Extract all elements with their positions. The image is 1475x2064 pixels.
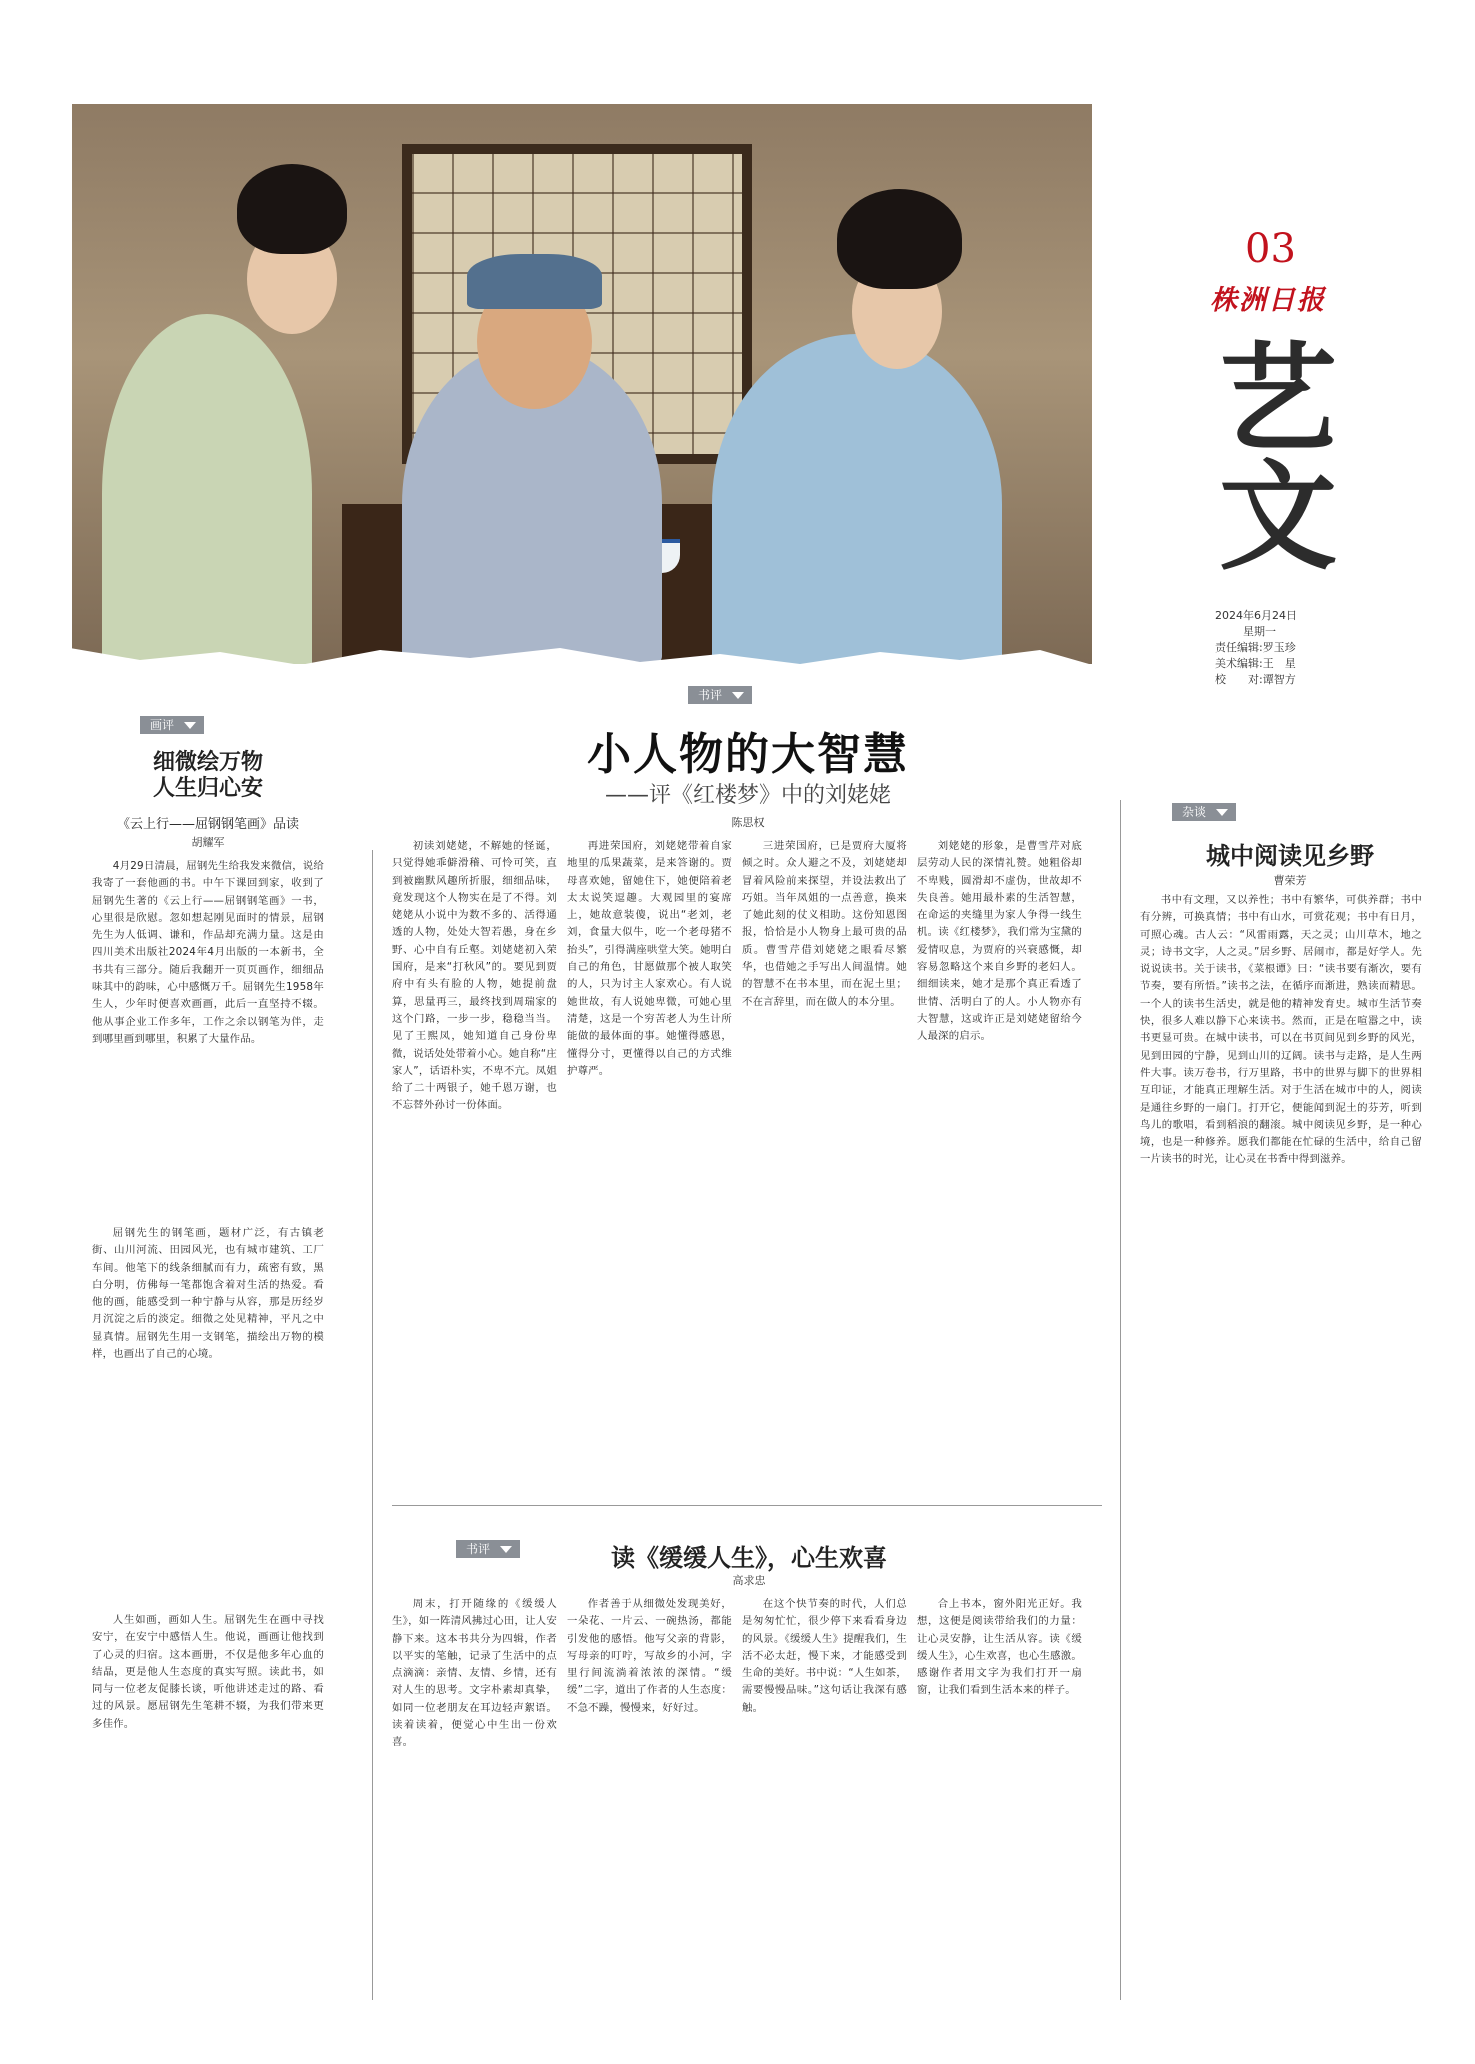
- left-column-1: 4月29日清晨，屈钢先生给我发来微信，说给我寄了一套他画的书。中午下课回到家，收到了屈钢先生著的《云上行——屈钢钢笔画》一书，心里很是欣慰。忽如想起刚见面时的情景，屈钢先生为人低调、谦和，作品却充满力量。这是由四川美术出版社2024年4月出版的一本新书，全书共有三部分。随后我翻开一页页画作，细细品味其中的韵味，心中感慨万千。屈钢先生1958年生人，少年时便喜欢画画，此后一直坚持不辍。他从事企业工作多年，工作之余以钢笔为伴，走到哪里画到哪里，积累了大量作品。: [92, 860, 324, 1045]
- torn-paper-edge: [0, 630, 1110, 690]
- right-headline: 城中阅读见乡野: [1206, 842, 1374, 870]
- bottom-column-4: 合上书本，窗外阳光正好。我想，这便是阅读带给我们的力量：让心灵安静，让生活从容。读《缓缓人生》，心生欢喜，也心生感激。感谢作者用文字为我们打开一扇窗，让我们看到生活本来的样子。: [917, 1598, 1082, 1697]
- lead-column-4: 刘姥姥的形象，是曹雪芹对底层劳动人民的深情礼赞。她粗俗却不卑贱，圆滑却不虚伪，世故却不失良善。她用最朴素的生活智慧，在命运的夹缝里为家人争得一线生机。读《红楼梦》，我们常为宝黛的爱情叹息，为贾府的兴衰感慨，却容易忽略这个来自乡野的老妇人。细细读来，她才是那个真正看透了世情、活明白了的人。小人物亦有大智慧，这或许正是刘姥姥留给今人最深的启示。: [917, 840, 1082, 1043]
- right-section-tag: 杂谈: [1172, 803, 1236, 821]
- hair-left: [237, 164, 347, 254]
- lead-column-2: 再进荣国府，刘姥姥带着自家地里的瓜果蔬菜，是来答谢的。贾母喜欢她，留她住下，她便陪着老太太说笑逗趣。大观园里的宴席上，她故意装傻，说出“老刘，老刘，食量大似牛，吃一个老母猪不抬头”，引得满座哄堂大笑。她明白自己的角色，甘愿做那个被人取笑的人，只为讨主人家欢心。有人说她世故，有人说她卑微，可她心里清楚，这是一个穷苦老人为生计所能做的最体面的事。她懂得感恩，懂得分寸，更懂得以自己的方式维护尊严。: [567, 840, 732, 1077]
- figure-left: [102, 314, 312, 664]
- left-headline: [88, 750, 328, 802]
- lead-byline: 陈思权: [731, 816, 765, 829]
- hair-right: [837, 189, 962, 289]
- section-title: 艺文: [1218, 329, 1337, 586]
- column-divider: [372, 850, 373, 2000]
- lead-column-1: 初读刘姥姥，不解她的怪诞，只觉得她乖僻滑稽、可怜可笑，直到被幽默风趣所折服，细细品味，竟发现这个人物实在是了不得。刘姥姥从小说中为数不多的、活得通透的人物，处处大智若愚，身在乡野、心中自有丘壑。刘姥姥初入荣国府，是来“打秋风”的。要见到贾府中有头有脸的人物，她提前盘算，思量再三，最终找到周瑞家的这个门路，一步一步，稳稳当当。见了王熙凤，她知道自己身份卑微，说话处处带着小心。她自称“庄家人”，话语朴实，不卑不亢。凤姐给了二十两银子，她千恩万谢，也不忘替外孙讨一份体面。: [392, 840, 557, 1112]
- figure-right: [712, 334, 1002, 664]
- paper-name: 株洲日报: [1210, 285, 1326, 316]
- proofreader-credit: 校 对:谭智方: [1215, 673, 1296, 686]
- issue-weekday: 星期一: [1243, 625, 1276, 638]
- issue-date: 2024年6月24日: [1215, 609, 1297, 622]
- bottom-column-3: 在这个快节奏的时代，人们总是匆匆忙忙，很少停下来看看身边的风景。《缓缓人生》提醒我们，生活不必太赶，慢下来，才能感受到生命的美好。书中说：“人生如茶，需要慢慢品味。”这句话让我深有感触。: [742, 1598, 907, 1714]
- left-byline: 胡耀军: [191, 836, 225, 849]
- bottom-headline: 读《缓缓人生》，心生欢喜: [611, 1544, 887, 1572]
- lead-column-3: 三进荣国府，已是贾府大厦将倾之时。众人避之不及，刘姥姥却冒着风险前来探望，并设法救出了巧姐。当年凤姐的一点善意，换来了她此刻的仗义相助。这份知恩图报，恰恰是小人物身上最可贵的品质。曹雪芹借刘姥姥之眼看尽繁华，也借她之手写出人间温情。她的智慧不在书本里，而在泥土里；不在言辞里，而在做人的本分里。: [742, 840, 907, 1008]
- issue-meta: [1215, 608, 1297, 688]
- left-section-tag: 画评: [140, 716, 204, 734]
- editor-credit: 责任编辑:罗玉珍: [1215, 641, 1296, 654]
- lead-subtitle: ——评《红楼梦》中的刘姥姥: [604, 783, 891, 808]
- bottom-section-tag: 书评: [456, 1540, 520, 1558]
- right-byline: 曹荣芳: [1273, 874, 1307, 887]
- left-column-3: 人生如画，画如人生。屈钢先生在画中寻找安宁，在安宁中感悟人生。他说，画画让他找到了心灵的归宿。这本画册，不仅是他多年心血的结晶，更是他人生态度的真实写照。读此书，如同与一位老友促膝长谈，听他讲述走过的路、看过的风景。愿屈钢先生笔耕不辍，为我们带来更多佳作。: [92, 1614, 324, 1730]
- bottom-column-2: 作者善于从细微处发现美好，一朵花、一片云、一碗热汤，都能引发他的感悟。他写父亲的背影，写母亲的叮咛，写故乡的小河，字里行间流淌着浓浓的深情。“缓缓”二字，道出了作者的人生态度：不急不躁，慢慢来，好好过。: [567, 1598, 732, 1714]
- left-column-2: 屈钢先生的钢笔画，题材广泛，有古镇老街、山川河流、田园风光，也有城市建筑、工厂车间。他笔下的线条细腻而有力，疏密有致，黑白分明，仿佛每一笔都饱含着对生活的热爱。看他的画，能感受到一种宁静与从容，那是历经岁月沉淀之后的淡定。细微之处见精神，平凡之中显真情。屈钢先生用一支钢笔，描绘出万物的模样，也画出了自己的心境。: [92, 1227, 324, 1361]
- left-subtitle: 《云上行——屈钢钢笔画》品读: [116, 817, 299, 832]
- horizontal-rule: [392, 1505, 1102, 1506]
- headscarf: [467, 254, 602, 309]
- page-number: 03: [1245, 226, 1296, 272]
- left-headline-line2: 人生归心安: [152, 776, 263, 801]
- lead-photo: [72, 104, 1092, 664]
- art-editor-credit: 美术编辑:王 星: [1215, 657, 1296, 670]
- left-headline-line1: 细微绘万物: [152, 750, 263, 775]
- bottom-byline: 高求忠: [732, 1574, 766, 1587]
- right-column: 书中有文理，又以养性；书中有繁华，可供养群；书中有分辨，可换真情；书中有山水，可赏花观；书中有日月，可照心魂。古人云：“风雷雨露，天之灵；山川草木，地之灵；诗书文字，人之灵。”居乡野、居闹市，都是好学人。先说说读书。关于读书，《菜根谭》曰：“读书要有渐次，要有节奏，要有所悟。”读书之法，在循序而渐进，熟读而精思。一个人的读书生活史，就是他的精神发育史。城市生活节奏快，很多人难以静下心来读书。然而，正是在喧嚣之中，读书更显可贵。在城中读书，可以在书页间见到乡野的风光，见到田园的宁静，见到山川的辽阔。读书与走路，是人生两件大事。读万卷书，行万里路，书中的世界与脚下的世界相互印证，才能真正理解生活。对于生活在城市中的人，阅读是通往乡野的一扇门。打开它，便能闻到泥土的芬芳，听到鸟儿的歌唱，看到稻浪的翻滚。城中阅读见乡野，是一种心境，也是一种修养。愿我们都能在忙碌的生活中，给自己留一片读书的时光，让心灵在书香中得到滋养。: [1140, 894, 1422, 1166]
- section-tag: 书评: [688, 686, 752, 704]
- bottom-column-1: 周末，打开随缘的《缓缓人生》，如一阵清风拂过心田，让人安静下来。这本书共分为四辑，作者以平实的笔触，记录了生活中的点点滴滴：亲情、友情、乡情，还有对人生的思考。文字朴素却真挚，如同一位老朋友在耳边轻声絮语。读着读着，便觉心中生出一份欢喜。: [392, 1598, 557, 1749]
- lead-headline: 小人物的大智慧: [587, 729, 909, 780]
- column-divider: [1120, 800, 1121, 2000]
